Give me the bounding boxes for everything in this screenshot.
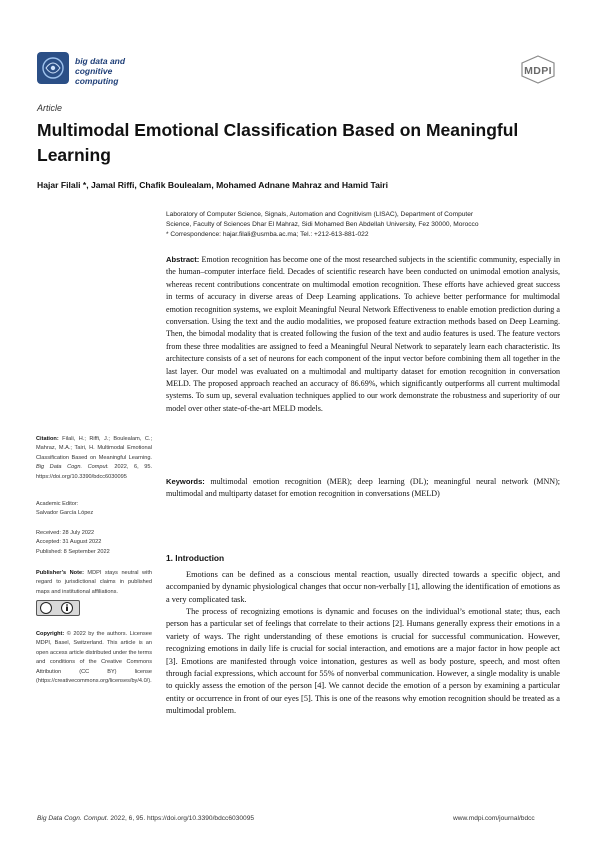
affiliation-line: Science, Faculty of Sciences Dhar El Mahraz, Sidi Mohamed Ben Abdellah University, Fez 30000, Morocco	[166, 221, 479, 228]
citation-text: Filali, H.; Riffi, J.; Boulealam, C.; Mahraz, M.A.; Tairi, H. Multimodal Emotional Classification Based on Meaningful Learning.	[36, 436, 152, 461]
publisher-note	[36, 569, 152, 597]
page-title: Multimodal Emotional Classification Based on Meaningful Learning	[37, 120, 519, 165]
affiliation-block	[166, 210, 560, 240]
citation-block	[36, 435, 152, 482]
paragraph: The process of recognizing emotions is dynamic and focuses on the individual’s emotional state; thus, each person has a particular set of feelings that correlate to their actions [2]. Humans generally express their emotions in a variety of ways. The right understanding of these emotions is crucial for successful communication. However, recognizing emotions in daily life is crucial for social interaction, and emotions are a major factor in how people act [3]. Emotions are manifested through voice intonation, gestures as well as body posture, speech, and most often through facial expressions, which account for 55% of nonverbal communication. However, a single modality is unable to quickly assess the emotion of the person [4]. We cannot decide the emotion of a person by examining a particular entity or occurrence in front of our eyes [5]. This is one of the reasons why emotion recognition should be treated as a multimodal problem.	[166, 607, 560, 716]
footer-citation	[37, 815, 254, 822]
journal-name-line2: cognitive computing	[75, 66, 119, 86]
published-date: Published: 8 September 2022	[36, 548, 110, 555]
abstract	[166, 254, 560, 415]
article-type: Article	[37, 103, 63, 113]
publisher-logo	[516, 54, 560, 84]
dates-block	[36, 529, 152, 557]
section-heading: 1. Introduction	[166, 553, 225, 563]
abstract-label: Abstract:	[166, 255, 200, 264]
footer-url[interactable]: www.mdpi.com/journal/bdcc	[453, 815, 535, 822]
publisher-note-text: MDPI stays neutral with regard to jurisdictional claims in published maps and institutional affiliations.	[36, 570, 152, 595]
journal-name-line1: big data and	[75, 56, 126, 66]
copyright-block	[36, 630, 152, 686]
citation-doi[interactable]: 2022, 6, 95. https://doi.org/10.3390/bdcc6030095	[36, 464, 152, 480]
citation-journal: Big Data Cogn. Comput.	[36, 464, 109, 471]
keywords-text: multimodal emotion recognition (MER); deep learning (DL); meaningful neural network (MNN); multimodal and multiparty dataset for emotion recognition in conversations (MELD)	[166, 477, 560, 499]
keywords-label: Keywords:	[166, 477, 205, 486]
publisher-name: MDPI	[524, 65, 552, 77]
received-date: Received: 28 July 2022	[36, 530, 95, 536]
journal-name	[75, 56, 157, 86]
abstract-text: Emotion recognition has become one of the most researched subjects in the scientific community, especially in the human–computer interface field. Decades of scientific research have been conducted on unimodal emotion analysis, whereas recent contributions concentrate on multimodal emotion recognition. These efforts have achieved great success in terms of accuracy in diverse areas of Deep Learning applications. To achieve better performance for multimodal emotion recognition systems, we exploit Meaningful Neural Network Effectiveness to enable emotion prediction during a conversation. Using the text and the audio modalities, we proposed feature extraction methods based on Deep Learning. Then, the bimodal modality that is created following the fusion of the text and audio features is used. The feature vectors from these three modalities are assigned to feed a Meaningful Neural Network to separately learn each characteristic. Its architecture consists of a set of neurons for each component of the input vector before combining them all together in the last layer. Our model was evaluated on a multimodal and multiparty dataset for emotion recognition in conversation MELD. The proposed approach reached an accuracy of 86.69%, which significantly outperforms all current multimodal systems. To sum up, several evaluation techniques applied to our work demonstrate the robustness and superiority of our model over other state-of-the-art MELD models.	[166, 255, 560, 413]
editor-label: Academic Editor:	[36, 501, 79, 507]
academic-editor	[36, 500, 152, 519]
paragraph: Emotions can be defined as a conscious mental reaction, usually directed towards a specific object, and accompanied by dynamic physiological changes that occur non-verbally [1], allowing the identification of emotions as a very complicated task.	[166, 570, 560, 604]
keywords	[166, 476, 560, 501]
publisher-note-label: Publisher’s Note:	[36, 570, 84, 576]
footer-journal: Big Data Cogn. Comput.	[37, 815, 109, 822]
affiliation-line: Laboratory of Computer Science, Signals, Automation and Cognitivism (LISAC), Department of Computer	[166, 211, 474, 218]
copyright-text: © 2022 by the authors. Licensee MDPI, Basel, Switzerland. This article is an open access article distributed under the terms and conditions of the Creative Commons Attribution (CC BY) license (https://creativecommons.org/licenses/by/4.0/).	[36, 631, 152, 685]
author-list: Hajar Filali *, Jamal Riffi, Chafik Boulealam, Mohamed Adnane Mahraz and Hamid Tairi	[37, 180, 388, 190]
cc-by-license-icon[interactable]	[36, 600, 80, 616]
editor-name: Salvador García López	[36, 510, 94, 517]
citation-label: Citation:	[36, 436, 59, 442]
copyright-label: Copyright:	[36, 631, 65, 637]
footer-doi[interactable]: 2022, 6, 95. https://doi.org/10.3390/bdcc6030095	[108, 815, 255, 822]
journal-logo	[37, 52, 157, 86]
accepted-date: Accepted: 31 August 2022	[36, 539, 102, 546]
correspondence: * Correspondence: hajar.filali@usmba.ac.ma; Tel.: +212-613-881-022	[166, 231, 369, 238]
brain-icon	[37, 52, 69, 84]
